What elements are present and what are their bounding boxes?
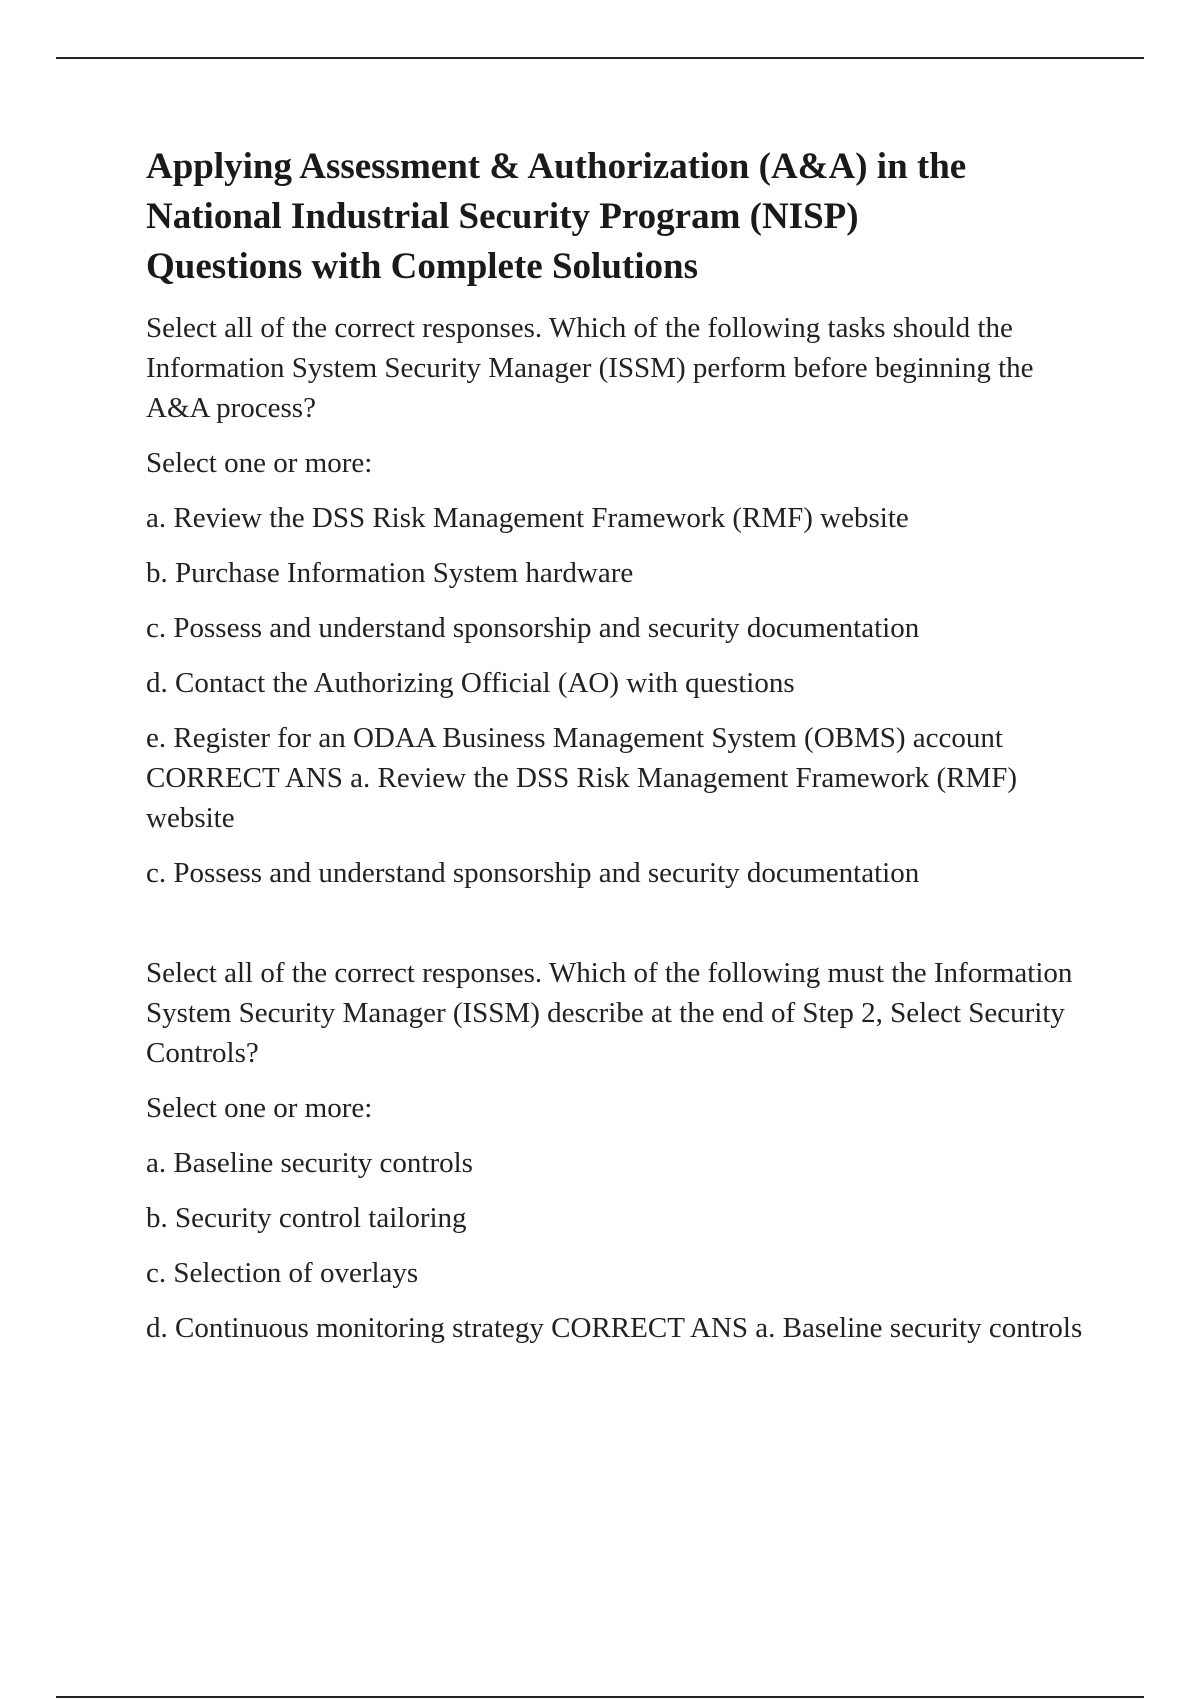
question-1 — [146, 308, 1086, 893]
question-2 — [146, 953, 1086, 1348]
document-title — [146, 142, 1086, 292]
question-2-option-d-answer: d. Continuous monitoring strategy CORRECT ANS a. Baseline security controls — [146, 1312, 1083, 1344]
question-1-text: Select all of the correct responses. Which of the following tasks should the Information System Security Manager (ISSM) perform before beginning the A&A process? — [146, 312, 1034, 424]
question-2-option-c: c. Selection of overlays — [146, 1257, 419, 1289]
question-2-text: Select all of the correct responses. Which of the following must the Information System Security Manager (ISSM) describe at the end of Step 2, Select Security Controls? — [146, 957, 1073, 1069]
question-1-prompt: Select one or more: — [146, 447, 373, 479]
question-2-option-a: a. Baseline security controls — [146, 1147, 473, 1179]
question-1-answer-c: c. Possess and understand sponsorship and security documentation — [146, 857, 920, 889]
question-1-option-a: a. Review the DSS Risk Management Framework (RMF) website — [146, 502, 909, 534]
question-2-prompt: Select one or more: — [146, 1092, 373, 1124]
title-line-2: National Industrial Security Program (NISP) — [146, 196, 859, 237]
top-rule — [56, 57, 1144, 59]
question-2-option-b: b. Security control tailoring — [146, 1202, 467, 1234]
document-body — [146, 142, 1086, 1363]
question-1-option-d: d. Contact the Authorizing Official (AO) with questions — [146, 667, 795, 699]
title-line-3: Questions with Complete Solutions — [146, 246, 698, 287]
question-1-option-e-answer: e. Register for an ODAA Business Management System (OBMS) account CORRECT ANS a. Review the DSS Risk Management Framework (RMF) website — [146, 722, 1018, 834]
bottom-rule — [56, 1696, 1144, 1698]
question-1-option-c: c. Possess and understand sponsorship and security documentation — [146, 612, 920, 644]
title-line-1: Applying Assessment & Authorization (A&A) in the — [146, 146, 967, 187]
question-1-option-b: b. Purchase Information System hardware — [146, 557, 634, 589]
